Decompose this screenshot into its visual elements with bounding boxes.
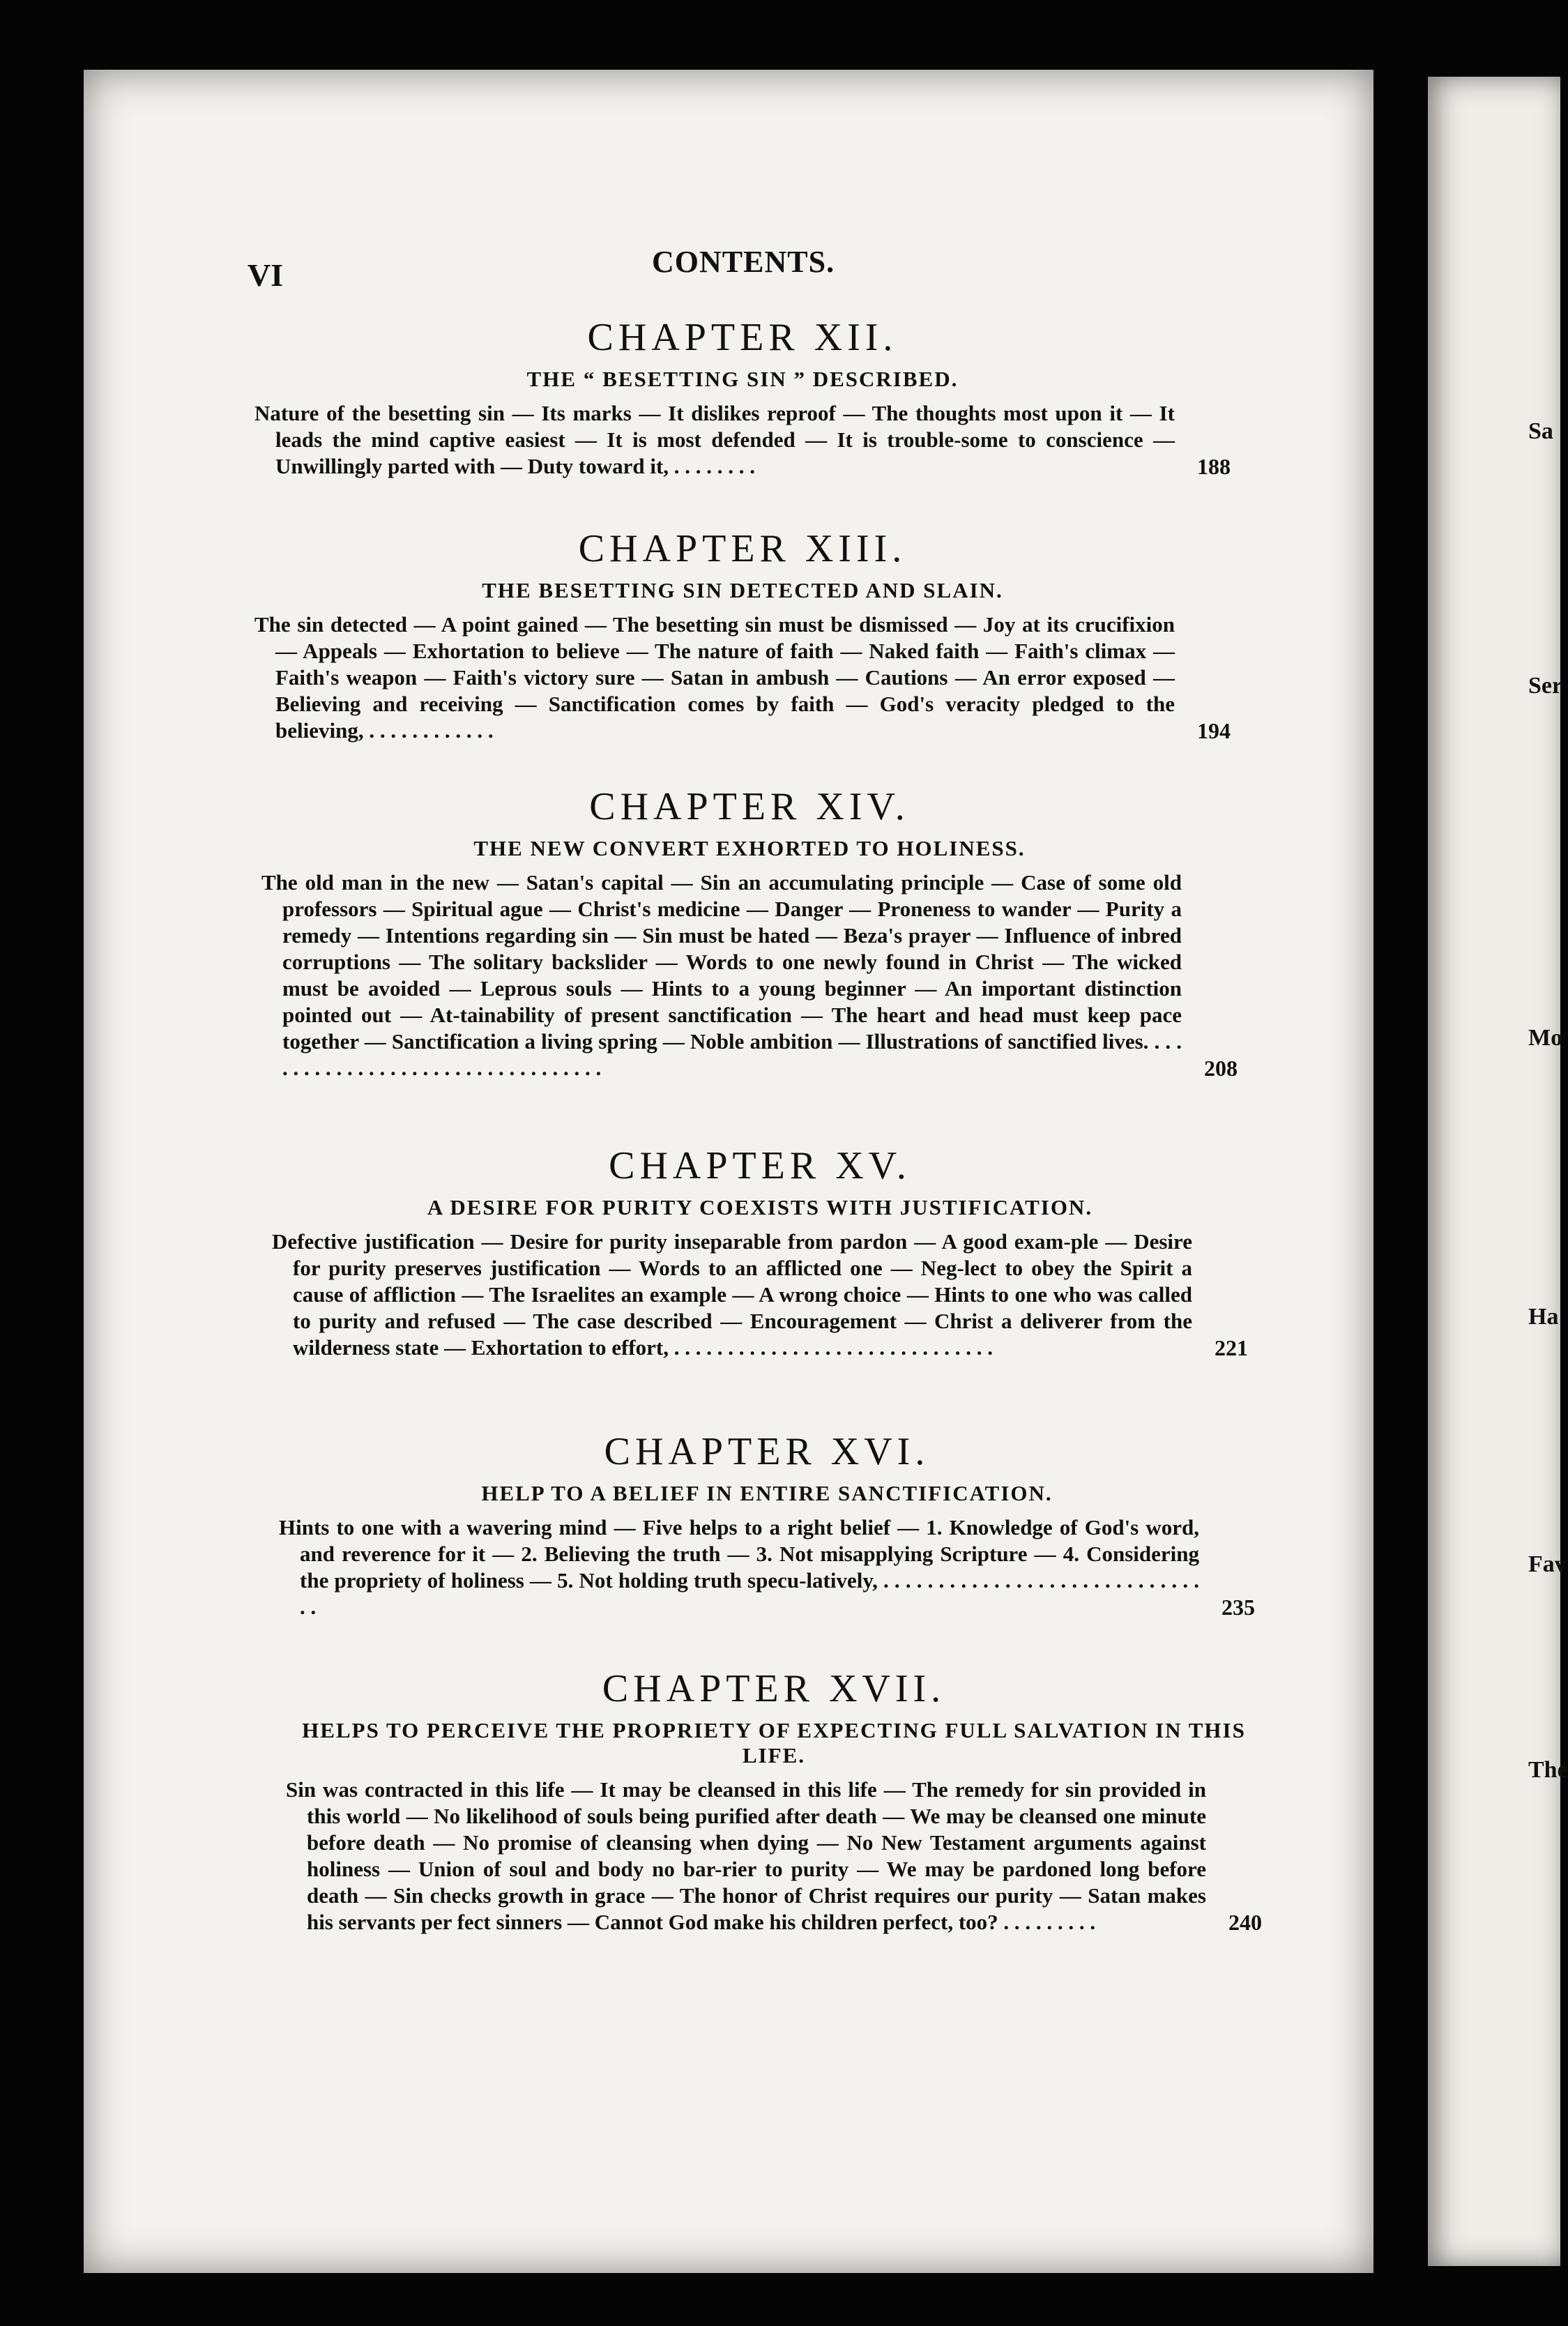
- chapter-summary-text: Sin was contracted in this life — It may be cleansed in this life — The remedy for sin provided in this world — No likelihood of souls being purified after death — We may be cleansed one minute before death — No promise of cleansing when dying — No New Testament arguments against holiness — Union of soul and body no bar-rier to purity — We may be pardoned long before death — Sin checks growth in grace — The honor of Christ requires our purity — Satan makes his servants per fect sinners — Cannot God make his children perfect, too? . . . . . . . . .: [286, 1777, 1206, 1934]
- chapter-summary-text: The sin detected — A point gained — The besetting sin must be dismissed — Joy at its crucifixion — Appeals — Exhortation to believe — The nature of faith — Naked faith — Faith's climax — Faith's weapon — Faith's victory sure — Satan in ambush — Cautions — An error exposed — Believing and receiving — Sanctification comes by faith — God's veracity pledged to the believing, . . . . . . . . . . . .: [254, 612, 1175, 743]
- adjacent-page-fragment: Sa: [1528, 418, 1553, 444]
- chapter-entry: [272, 1143, 1248, 1361]
- chapter-entry: [261, 784, 1238, 1081]
- adjacent-page-fragment: Fav: [1528, 1551, 1567, 1577]
- chapter-summary: [261, 869, 1238, 1081]
- adjacent-page-edge: [1428, 77, 1568, 2266]
- chapter-entry: [254, 526, 1231, 744]
- chapter-page-number: 188: [1197, 454, 1231, 479]
- adjacent-page-fragment: Ser: [1528, 673, 1563, 699]
- chapter-title: CHAPTER XII.: [587, 316, 898, 359]
- chapter-summary: [286, 1777, 1262, 1936]
- chapter-subtitle: HELPS TO PERCEIVE THE PROPRIETY OF EXPECTING FULL SALVATION IN THIS LIFE.: [302, 1718, 1246, 1768]
- chapter-subtitle: THE BESETTING SIN DETECTED AND SLAIN.: [482, 578, 1003, 602]
- chapter-page-number: 235: [1221, 1595, 1255, 1620]
- chapter-subtitle: THE “ BESETTING SIN ” DESCRIBED.: [526, 367, 959, 391]
- chapter-page-number: 221: [1215, 1335, 1248, 1360]
- chapter-summary: [279, 1514, 1255, 1620]
- chapter-summary: [254, 400, 1231, 480]
- page-number: VI: [248, 257, 284, 293]
- chapter-summary: [254, 611, 1231, 744]
- chapter-title: CHAPTER XVII.: [602, 1667, 946, 1710]
- adjacent-page-fragment: The: [1528, 1757, 1568, 1783]
- adjacent-page-fragment: Ha: [1528, 1304, 1559, 1330]
- chapter-entry: [254, 315, 1231, 480]
- chapter-summary-text: The old man in the new — Satan's capital — Sin an accumulating principle — Case of some old professors — Spiritual ague — Christ's medicine — Danger — Proneness to wander — Purity a remedy — Intentions regarding sin — Sin must be hated — Beza's prayer — Influence of inbred corruptions — The solitary backslider — Words to one newly found in Christ — The wicked must be avoided — Leprous souls — Hints to a young beginner — An important distinction pointed out — At-tainability of present sanctification — The heart and head must keep pace together — Sanctification a living spring — Noble ambition — Illustrations of sanctified lives. . . . . . . . . . . . . . . . . . . . . . . . . . . . . . . . . .: [261, 870, 1182, 1080]
- chapter-subtitle: A DESIRE FOR PURITY COEXISTS WITH JUSTIFICATION.: [427, 1195, 1093, 1219]
- adjacent-page-fragment: Mo: [1528, 1025, 1563, 1051]
- chapter-entry: [286, 1666, 1262, 1936]
- chapter-title: CHAPTER XV.: [609, 1144, 911, 1187]
- chapter-entry: [279, 1429, 1255, 1620]
- chapter-page-number: 208: [1204, 1056, 1238, 1081]
- chapter-page-number: 194: [1197, 718, 1231, 743]
- chapter-subtitle: HELP TO A BELIEF IN ENTIRE SANCTIFICATION.: [481, 1481, 1053, 1505]
- chapter-page-number: 240: [1228, 1910, 1262, 1935]
- chapter-title: CHAPTER XVI.: [604, 1430, 930, 1473]
- chapter-title: CHAPTER XIV.: [589, 785, 910, 828]
- chapter-summary-text: Defective justification — Desire for purity inseparable from pardon — A good exam-ple — Desire for purity preserves justification — Words to an afflicted one — Neg-lect to obey the Spirit a cause of affliction — The Israelites an example — A wrong choice — Hints to one who was called to purity and refused — The case described — Encouragement — Christ a deliverer from the wilderness state — Exhortation to effort, . . . . . . . . . . . . . . . . . . . . . . . . . . . . . .: [272, 1229, 1192, 1360]
- page-header-title: CONTENTS.: [652, 245, 835, 279]
- chapter-summary: [272, 1229, 1248, 1361]
- chapter-title: CHAPTER XIII.: [578, 527, 907, 570]
- chapter-summary-text: Nature of the besetting sin — Its marks — It dislikes reproof — The thoughts most upon it — It leads the mind captive easiest — It is most defended — It is trouble-some to conscience — Unwillingly parted with — Duty toward it, . . . . . . . .: [254, 401, 1175, 478]
- chapter-summary-text: Hints to one with a wavering mind — Five helps to a right belief — 1. Knowledge of God's word, and reverence for it — 2. Believing the truth — 3. Not misapplying Scripture — 4. Considering the propriety of holiness — 5. Not holding truth specu-latively, . . . . . . . . . . . . . . . . . . . . . . . . . . . . . . .: [279, 1515, 1199, 1619]
- chapter-subtitle: THE NEW CONVERT EXHORTED TO HOLINESS.: [473, 836, 1026, 860]
